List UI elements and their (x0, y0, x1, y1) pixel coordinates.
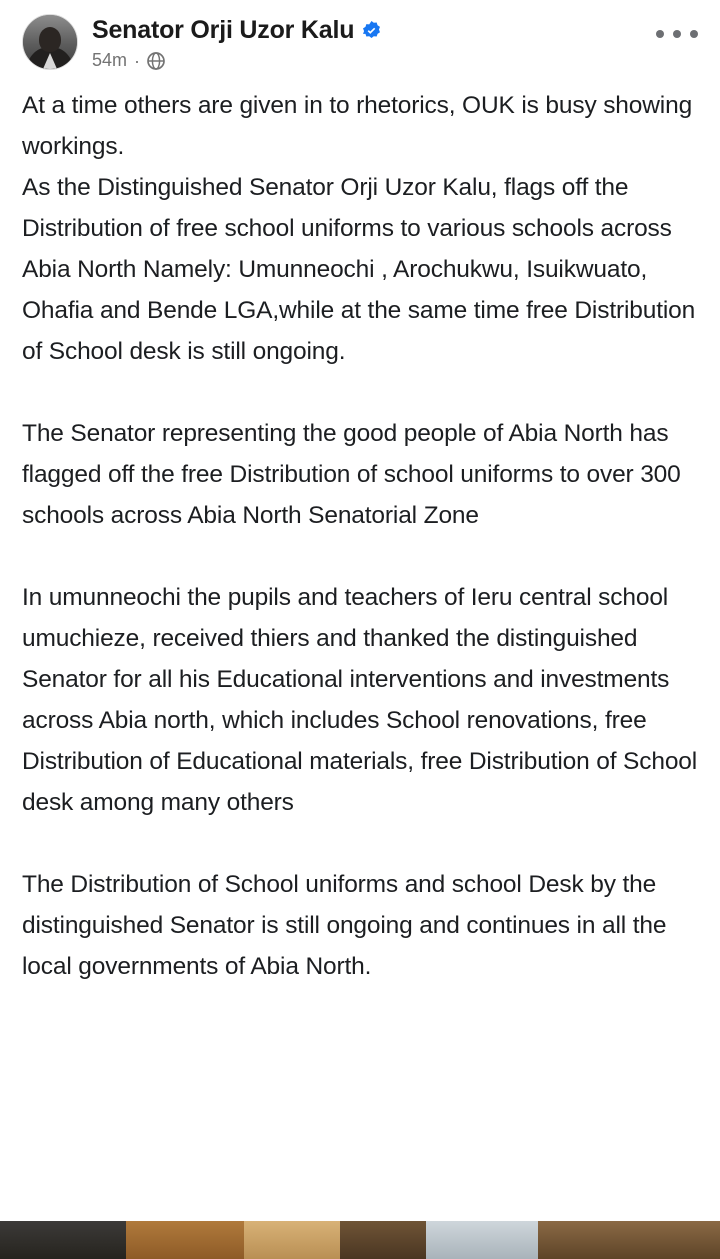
photo-segment (0, 1221, 126, 1259)
more-dot-3 (690, 30, 698, 38)
author-name-row (92, 16, 704, 45)
verified-badge-icon (361, 20, 382, 41)
meta-separator: · (134, 50, 141, 71)
post-header (0, 0, 720, 75)
post-paragraph: In umunneochi the pupils and teachers of Ieru central school umuchieze, received thiers and thanked the distinguished Senator for all his Educational interventions and investments across Abia north, which includes School renovations, free Distribution of Educational materials, free Distribution of School desk among many others (22, 584, 698, 816)
post-meta-row (92, 50, 704, 71)
post-paragraph: At a time others are given in to rhetorics, OUK is busy showing workings. As the Distinguished Senator Orji Uzor Kalu, flags off the Distribution of free school uniforms to various schools across Abia North Namely: Umunneochi , Arochukwu, Isuikwuato, Ohafia and Bende LGA,while at the same time free Distribution of School desk is still ongoing. (22, 92, 696, 365)
post-paragraph: The Distribution of School uniforms and school Desk by the distinguished Senator is still ongoing and continues in all the local governments of Abia North. (22, 871, 667, 980)
photo-segment (126, 1221, 244, 1259)
more-dot-2 (673, 30, 681, 38)
avatar-head-shape (39, 27, 61, 52)
post-header-text (92, 14, 704, 71)
photo-segment (538, 1221, 720, 1259)
globe-public-icon[interactable] (147, 52, 165, 70)
photo-segment (244, 1221, 340, 1259)
post-body (0, 75, 720, 987)
page-title[interactable]: Senator Orji Uzor Kalu (92, 16, 355, 44)
photo-segment (340, 1221, 426, 1259)
avatar[interactable] (22, 14, 78, 70)
photo-segment (426, 1221, 538, 1259)
more-dot-1 (656, 30, 664, 38)
more-options-button[interactable] (656, 22, 698, 46)
post-paragraph: The Senator representing the good people of Abia North has flagged off the free Distribution of school uniforms to over 300 schools across Abia North Senatorial Zone (22, 420, 681, 529)
post-timestamp[interactable]: 54m (92, 50, 128, 70)
post-attached-photo[interactable] (0, 1221, 720, 1259)
